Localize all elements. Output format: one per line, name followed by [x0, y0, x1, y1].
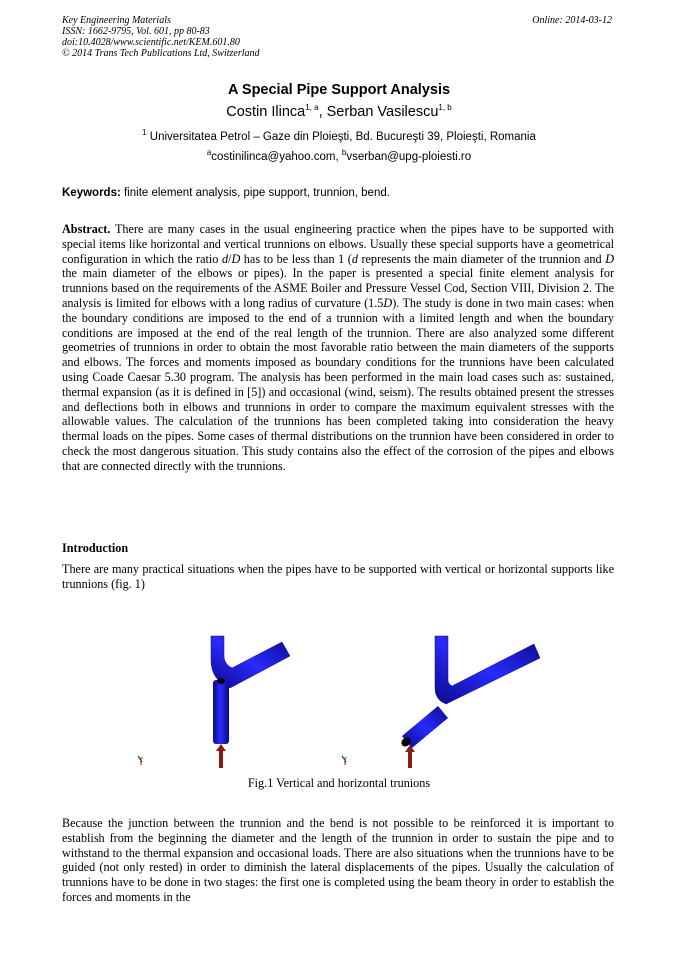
trunnion-figure — [120, 628, 560, 768]
journal-name: Key Engineering Materials — [62, 15, 171, 26]
affiliation — [0, 128, 678, 143]
axis-triad-icon — [342, 756, 347, 765]
author-name: Serban Vasilescu — [326, 104, 439, 120]
email-link[interactable]: costinilinca@yahoo.com, — [211, 151, 342, 163]
abstract-paragraph — [62, 222, 614, 474]
doi-line: doi:10.4028/www.scientific.net/KEM.601.80 — [62, 37, 240, 48]
abstract-text: There are many cases in the usual engineering practice when the pipes have to be supported with special items like horizontal and vertical trunnions on elbows. Usually these special supports have a geometrical configuration in which the ratio — [62, 222, 614, 266]
author-superscript: 1, a — [305, 103, 319, 113]
abstract-text: has to be less than 1 ( — [240, 251, 352, 266]
horizontal-trunnion-model — [342, 636, 540, 768]
journal-header — [62, 15, 260, 59]
axis-triad-icon — [138, 756, 143, 765]
trunnion-end — [217, 678, 225, 684]
vertical-trunnion-model — [138, 636, 290, 768]
copyright-line: © 2014 Trans Tech Publications Ltd, Switzerland — [62, 48, 260, 59]
email-link[interactable]: vserban@upg-ploiesti.ro — [346, 151, 472, 163]
section-heading: Introduction — [62, 541, 129, 555]
author-superscript: 1, b — [438, 103, 452, 113]
abstract-text: represents the main diameter of the trunnion and — [357, 251, 606, 266]
math-symbol: d — [221, 251, 229, 266]
author-name: Costin Ilinca — [226, 104, 306, 120]
abstract-text: / — [228, 251, 232, 266]
issn-line: ISSN: 1662-9795, Vol. 601, pp 80-83 — [62, 26, 210, 37]
keywords-text: finite element analysis, pipe support, trunnion, bend. — [120, 187, 390, 199]
paper-title: A Special Pipe Support Analysis — [227, 82, 451, 98]
math-symbol: D — [383, 295, 393, 310]
body-paragraph: Because the junction between the trunnion and the bend is not possible to be reinforced it is important to establish from the beginning the diameter and the length of the trunnion in order to sustain the pipe and to withstand to the thermal expansion and occasional loads. There are also situations when the trunnions have to be guided (not only rested) in order to diminish the lateral displacements of the pipes. Usually the calculation of trunnions have to be done in two stages: the first one is completed using the beam theory in order to establish the forces and moments in the — [62, 816, 614, 904]
figure-caption: Fig.1 Vertical and horizontal trunions — [247, 776, 431, 790]
abstract-label: Abstract. — [62, 222, 111, 236]
keywords — [62, 187, 614, 199]
support-arrow — [405, 745, 415, 768]
email-line — [0, 148, 678, 163]
email-superscript: b — [341, 148, 347, 158]
support-arrow — [216, 744, 226, 768]
abstract-text: ). The study is done in two main cases: when the boundary conditions are imposed to the end of a trunnion with a limited length and when the boundary conditions are imposed at the end of the real length of the trunnion. There are also analyzed some different geometries of trunnions in order to obtain the most favorable ratio between the main diameters of the supports and elbows. The forces and moments imposed as boundary conditions for the trunnions have been calculated using Coade Caesar 5.30 program. The analysis has been performed in the main load cases such as: sustained, thermal expansion (as it is defined in [5]) and occasional (wind, seism). The results obtained present the stresses and deflections both in elbows and trunnions in order to compare the maximum equivalent stresses with the allowable values. The calculation of the trunnions has been completed taking into consideration the heavy thermal loads on the pipes. Some cases of thermal distributions on the trunnion have been considered in order to check the most dangerous situation. This study contains also the effect of the corrosion of the pipes and elbows that are connected directly with the trunnions. — [62, 295, 614, 473]
online-date: Online: 2014-03-12 — [532, 15, 612, 26]
math-symbol: D — [605, 251, 614, 266]
pipe-elbow — [435, 636, 540, 704]
keywords-label: Keywords: — [62, 187, 121, 199]
affiliation-text: Universitatea Petrol – Gaze din Ploieşti, Bd. Bucureşti 39, Ploieşti, Romania — [149, 131, 536, 143]
intro-paragraph: There are many practical situations when the pipes have to be supported with vertical or horizontal supports like trunnions (fig. 1) — [62, 562, 614, 591]
email-superscript: a — [206, 148, 212, 158]
trunnion-pipe — [213, 680, 229, 744]
author-separator: , — [318, 104, 327, 120]
math-symbol: d — [351, 251, 358, 266]
author-line — [0, 104, 678, 120]
affiliation-superscript: 1 — [142, 128, 147, 138]
math-symbol: D — [231, 251, 241, 266]
abstract-text: the main diameter of the elbows or pipes). In the paper is presented a special finite element analysis for trunnions based on the requirements of the ASME Boiler and Pressure Vessel Cod, Section VIII, Division 2. The analysis is limited for elbows with a long radius of curvature (1.5 — [62, 266, 614, 310]
